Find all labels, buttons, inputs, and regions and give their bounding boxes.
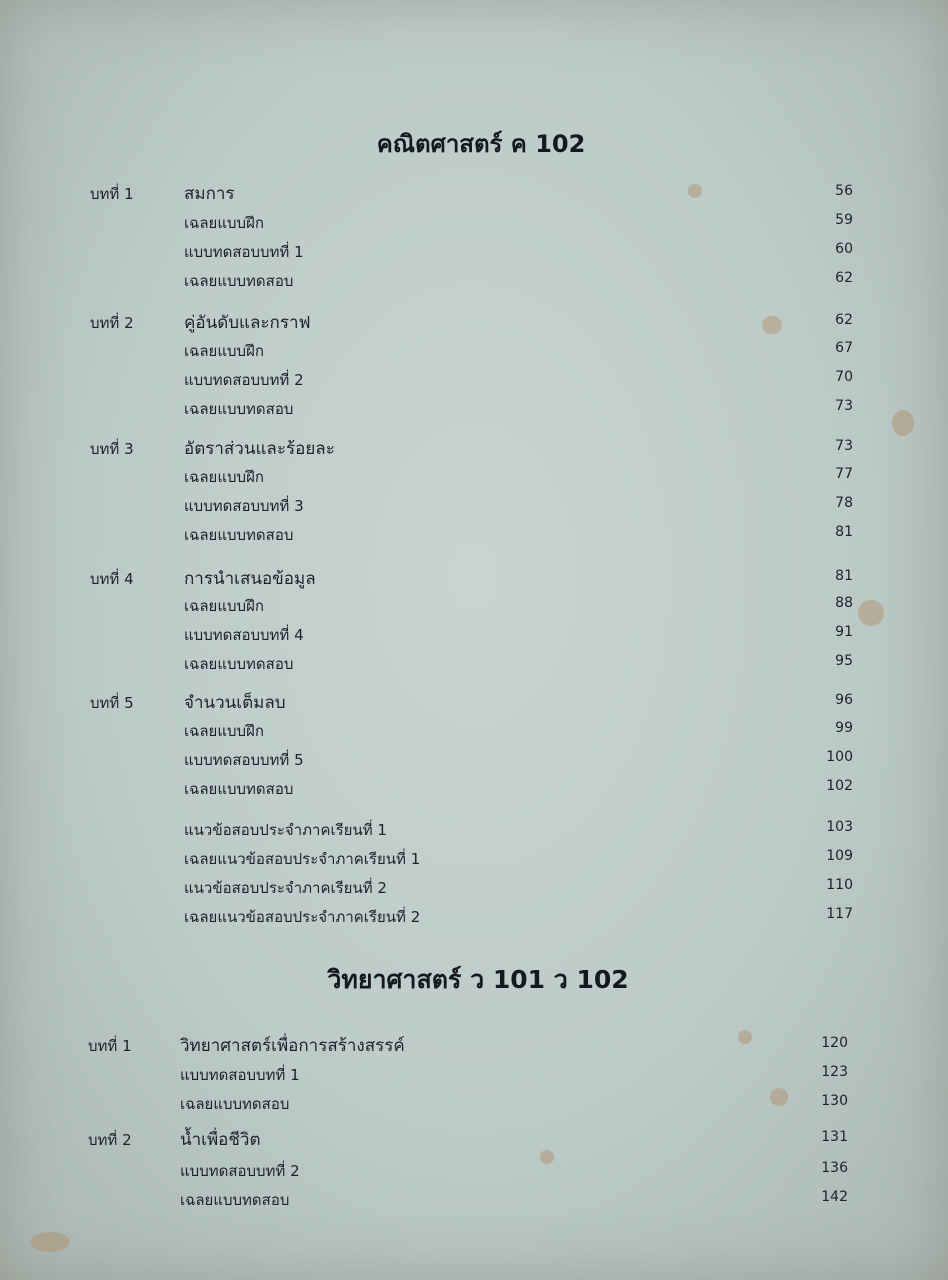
toc-entry-row [0, 746, 948, 774]
chapter-number: บทที่ 4 [90, 570, 134, 588]
toc-entry-row [0, 1157, 948, 1185]
page-number: 131 [821, 1129, 848, 1145]
page-number: 70 [835, 369, 853, 385]
page-number: 73 [835, 438, 853, 454]
chapter-title: อัตราส่วนและร้อยละ [184, 439, 335, 459]
page-number: 99 [835, 720, 853, 736]
entry-title: แบบทดสอบบทที่ 3 [184, 497, 304, 515]
entry-title: แบบทดสอบบทที่ 1 [180, 1066, 300, 1084]
page-number: 96 [835, 692, 853, 708]
entry-title: แนวข้อสอบประจำภาคเรียนที่ 1 [184, 821, 387, 839]
toc-entry-row [0, 395, 948, 423]
chapter-number: บทที่ 1 [88, 1037, 132, 1055]
toc-entry-row [0, 775, 948, 803]
toc-entry-row [0, 521, 948, 549]
page-number: 95 [835, 653, 853, 669]
toc-chapter-row [0, 180, 948, 208]
toc-entry-row [0, 1061, 948, 1089]
entry-title: เฉลยแนวข้อสอบประจำภาคเรียนที่ 2 [184, 908, 421, 926]
page-number: 62 [835, 312, 853, 328]
toc-chapter-row [0, 435, 948, 463]
page-number: 67 [835, 340, 853, 356]
toc-entry-row [0, 621, 948, 649]
toc-entry-row [0, 238, 948, 266]
entry-title: เฉลยแบบทดสอบ [184, 400, 294, 418]
page-number: 81 [835, 568, 853, 584]
page-number: 78 [835, 495, 853, 511]
toc-entry-row [0, 463, 948, 491]
toc-entry-row [0, 903, 948, 931]
entry-title: เฉลยแบบทดสอบ [184, 272, 294, 290]
chapter-title: น้ำเพื่อชีวิต [180, 1130, 261, 1150]
entry-title: เฉลยแบบฝึก [184, 342, 264, 360]
entry-title: แบบทดสอบบทที่ 2 [180, 1162, 300, 1180]
entry-title: เฉลยแบบทดสอบ [184, 655, 294, 673]
chapter-number: บทที่ 2 [88, 1131, 132, 1149]
entry-title: เฉลยแบบฝึก [184, 468, 264, 486]
toc-entry-row [0, 845, 948, 873]
chapter-number: บทที่ 1 [90, 185, 134, 203]
entry-title: เฉลยแบบทดสอบ [180, 1095, 290, 1113]
entry-title: เฉลยแนวข้อสอบประจำภาคเรียนที่ 1 [184, 850, 421, 868]
entry-title: เฉลยแบบฝึก [184, 214, 264, 232]
page-number: 73 [835, 398, 853, 414]
page-number: 60 [835, 241, 853, 257]
toc-entry-row [0, 267, 948, 295]
entry-title: เฉลยแบบทดสอบ [184, 526, 294, 544]
chapter-title: สมการ [184, 184, 235, 204]
entry-title: แบบทดสอบบทที่ 5 [184, 751, 304, 769]
entry-title: เฉลยแบบฝึก [184, 597, 264, 615]
chapter-number: บทที่ 5 [90, 694, 134, 712]
page-number: 136 [821, 1160, 848, 1176]
paper-stain [30, 1232, 70, 1252]
toc-entry-row [0, 1090, 948, 1118]
section-title-science: วิทยาศาสตร์ ว 101 ว 102 [327, 965, 629, 994]
page-number: 81 [835, 524, 853, 540]
page-number: 88 [835, 595, 853, 611]
toc-chapter-row [0, 1032, 948, 1060]
page-number: 56 [835, 183, 853, 199]
chapter-title: คู่อันดับและกราฟ [184, 313, 311, 333]
entry-title: แบบทดสอบบทที่ 1 [184, 243, 304, 261]
toc-entry-row [0, 650, 948, 678]
entry-title: เฉลยแบบฝึก [184, 722, 264, 740]
page-number: 130 [821, 1093, 848, 1109]
page-number: 77 [835, 466, 853, 482]
entry-title: เฉลยแบบทดสอบ [184, 780, 294, 798]
page-number: 102 [826, 778, 853, 794]
toc-entry-row [0, 337, 948, 365]
toc-entry-row [0, 366, 948, 394]
chapter-title: การนำเสนอข้อมูล [184, 569, 316, 589]
toc-entry-row [0, 816, 948, 844]
page-number: 142 [821, 1189, 848, 1205]
page-number: 59 [835, 212, 853, 228]
page-number: 110 [826, 877, 853, 893]
entry-title: แนวข้อสอบประจำภาคเรียนที่ 2 [184, 879, 387, 897]
page-number: 120 [821, 1035, 848, 1051]
toc-entry-row [0, 1186, 948, 1214]
chapter-number: บทที่ 2 [90, 314, 134, 332]
page-number: 117 [826, 906, 853, 922]
page-number: 109 [826, 848, 853, 864]
page-number: 103 [826, 819, 853, 835]
toc-entry-row [0, 209, 948, 237]
page-number: 91 [835, 624, 853, 640]
chapter-title: จำนวนเต็มลบ [184, 693, 286, 713]
toc-chapter-row [0, 309, 948, 337]
page-number: 100 [826, 749, 853, 765]
chapter-title: วิทยาศาสตร์เพื่อการสร้างสรรค์ [180, 1036, 405, 1056]
toc-chapter-row [0, 1126, 948, 1154]
toc-chapter-row [0, 689, 948, 717]
entry-title: แบบทดสอบบทที่ 4 [184, 626, 304, 644]
entry-title: แบบทดสอบบทที่ 2 [184, 371, 304, 389]
toc-entry-row [0, 492, 948, 520]
entry-title: เฉลยแบบทดสอบ [180, 1191, 290, 1209]
chapter-number: บทที่ 3 [90, 440, 134, 458]
toc-chapter-row [0, 565, 948, 593]
section-title-math: คณิตศาสตร์ ค 102 [376, 130, 586, 158]
page-number: 62 [835, 270, 853, 286]
toc-entry-row [0, 874, 948, 902]
toc-entry-row [0, 592, 948, 620]
toc-entry-row [0, 717, 948, 745]
page-number: 123 [821, 1064, 848, 1080]
